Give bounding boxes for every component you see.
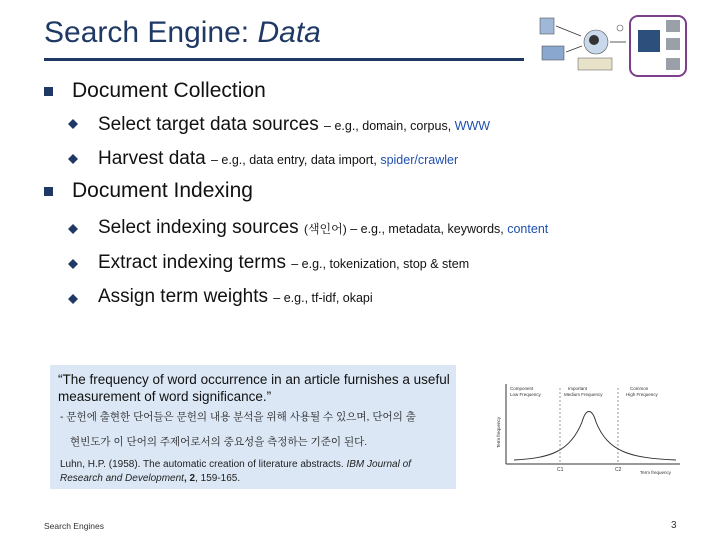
luhn-quote: “The frequency of word occurrence in an article furnishes a useful measurement of word significance.” xyxy=(58,372,450,404)
region-subtitle: High Frequency xyxy=(626,392,658,397)
region-subtitle: Medium Frequency xyxy=(564,392,603,397)
sub-bullet-example: – e.g., domain, corpus, xyxy=(324,119,455,133)
cutoff-label-c2: C2 xyxy=(615,467,622,473)
sub-bullet-text: Select target data sources xyxy=(98,114,325,135)
page-number: 3 xyxy=(671,520,677,531)
sub-bullet-text: Extract indexing terms xyxy=(98,252,292,273)
korean-note xyxy=(60,405,452,455)
citation-volume: , 2 xyxy=(183,473,196,484)
sub-bullet-korean: (색인어) xyxy=(303,222,347,236)
sub-bullet-example: – e.g., metadata, keywords, xyxy=(346,222,508,236)
sub-bullet-select-indexing xyxy=(98,217,548,239)
sub-bullet-extract-terms xyxy=(98,252,469,274)
region-title: Important xyxy=(568,386,588,391)
bullet-square-icon xyxy=(44,87,53,96)
sub-bullet-example: – e.g., tokenization, stop & stem xyxy=(291,257,470,271)
sub-bullet-text: Harvest data xyxy=(98,148,211,169)
sub-bullet-harvest-data xyxy=(98,148,458,170)
title-emphasis: Data xyxy=(257,16,321,49)
region-title: Common xyxy=(630,386,649,391)
sub-bullet-example: – e.g., data entry, data import, xyxy=(211,153,381,167)
x-axis-label: Term frequency xyxy=(640,470,672,475)
region-subtitle: Low Frequency xyxy=(510,392,541,397)
sub-bullet-text: Assign term weights xyxy=(98,286,274,307)
cutoff-label-c1: C1 xyxy=(557,467,564,473)
citation-authors: Luhn, H.P. (1958). The automatic creation of literature abstracts. xyxy=(60,459,347,470)
architecture-thumbnail xyxy=(526,12,690,80)
bullet-square-icon xyxy=(44,187,53,196)
citation xyxy=(60,458,452,486)
sub-bullet-highlight: WWW xyxy=(454,119,491,133)
footer-title: Search Engines xyxy=(44,521,105,531)
korean-note-line: - 문헌에 출현한 단어들은 문헌의 내용 분석을 위해 사용될 수 있으며, 단어의 출 xyxy=(60,411,416,423)
sub-bullet-highlight: spider/crawler xyxy=(380,153,459,167)
sub-bullet-example: – e.g., tf-idf, okapi xyxy=(273,291,373,305)
slide-title xyxy=(44,16,321,50)
sub-bullet-select-target xyxy=(98,114,490,136)
korean-note-line: 현빈도가 이 단어의 주제어로서의 중요성을 측정하는 기준이 된다. xyxy=(70,436,368,448)
sub-bullet-text: Select indexing sources xyxy=(98,217,304,238)
title-underline xyxy=(44,58,524,61)
significance-curve xyxy=(514,412,676,461)
bullet-document-collection: Document Collection xyxy=(72,79,266,102)
citation-journal: IBM Journal of Research and Development xyxy=(60,459,411,484)
luhn-frequency-figure xyxy=(490,378,686,482)
region-title: Component xyxy=(510,386,534,391)
frequency-curve-svg xyxy=(490,378,686,482)
citation-pages: , 159-165. xyxy=(195,473,241,484)
y-axis-label: Term frequency xyxy=(496,416,501,448)
sub-bullet-highlight: content xyxy=(507,222,549,236)
search-engine-diagram-thumbnail xyxy=(526,12,690,80)
sub-bullet-assign-weights xyxy=(98,286,373,308)
bullet-document-indexing: Document Indexing xyxy=(72,179,253,202)
title-main: Search Engine: xyxy=(44,16,258,49)
